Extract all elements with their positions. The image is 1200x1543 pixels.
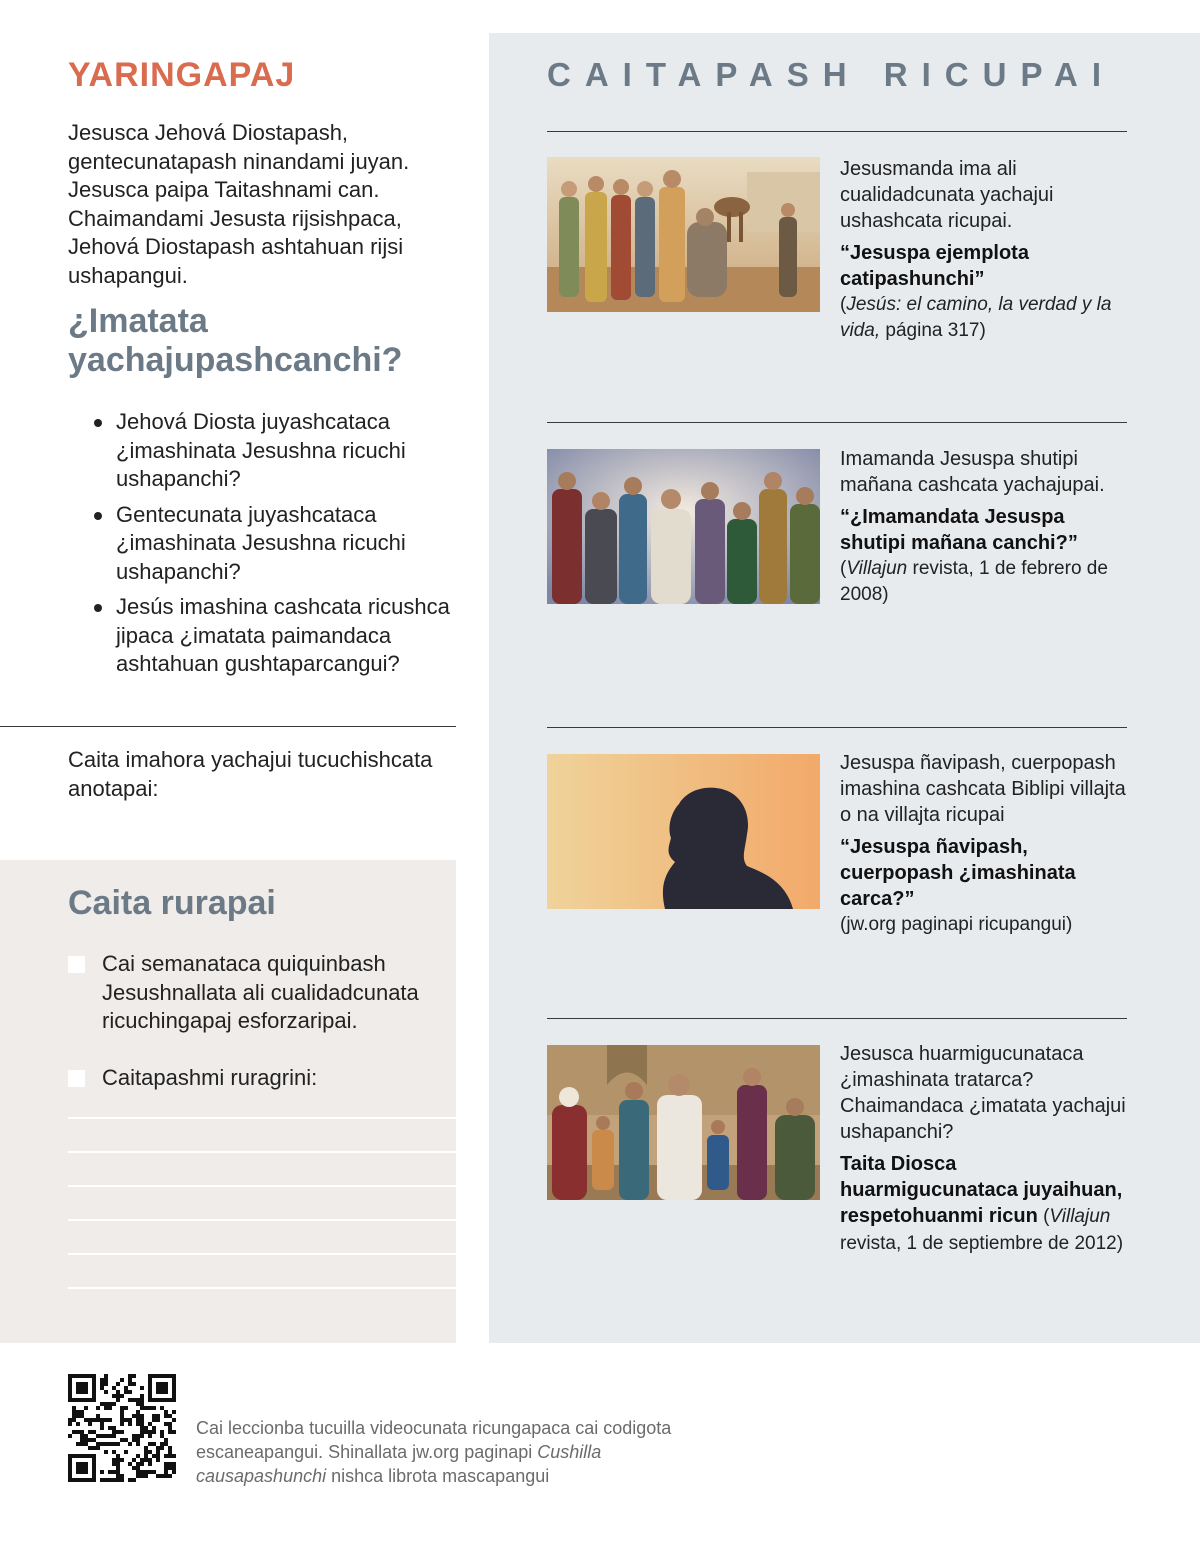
write-in-line[interactable]: [68, 1219, 456, 1221]
reading-link-title[interactable]: Taita Diosca huarmigucunataca juyaihuan, respetohuanmi ricun: [840, 1153, 1123, 1227]
list-item: Gentecunata juyashcataca ¿imashinata Jesushna ricuchi ushapanchi?: [94, 501, 454, 587]
list-item: Jesús imashina cashcata ricushca jipaca ¿imatata paimandaca ashtahuan gushtaparcangui?: [94, 593, 454, 679]
divider: [547, 1018, 1127, 1019]
reading-description: Jesusca huarmigucunataca ¿imashinata tratarca? Chaimandaca ¿imatata yachajui ushapanchi?: [840, 1043, 1126, 1143]
bullet-icon: [94, 604, 102, 612]
review-questions-list: [94, 408, 454, 686]
reading-link-title[interactable]: “Jesuspa ejemplota catipashunchi”: [840, 242, 1029, 290]
reading-link-title[interactable]: “Jesuspa ñavipash, cuerpopash ¿imashinata carca?”: [840, 836, 1076, 910]
write-in-line[interactable]: [68, 1185, 456, 1187]
reading-link-title[interactable]: “¿Imamandata Jesuspa shutipi mañana canchi?”: [840, 506, 1078, 554]
reading-source: (jw.org paginapi ricupangui): [840, 914, 1073, 935]
write-in-line[interactable]: [68, 1151, 456, 1153]
jesus-with-crowd-image[interactable]: [547, 157, 820, 312]
review-questions-heading: ¿Imatata yachajupashcanchi?: [68, 302, 403, 379]
reading-item-2: [840, 446, 1130, 608]
write-in-line[interactable]: [68, 1117, 456, 1119]
summary-heading: YARINGAPAJ: [68, 56, 296, 94]
further-reading-title: CAITAPASH RICUPAI: [547, 56, 1115, 93]
divider: [0, 726, 456, 727]
footer-note: Cai leccionba tucuilla videocunata ricungapaca cai codigota escaneapangui. Shinallata jw.org paginapi Cushilla causapashunchi nishca librota mascapangui: [196, 1418, 672, 1486]
reading-source: (Villajun revista, 1 de febrero de 2008): [840, 558, 1108, 605]
list-item: Jehová Diosta juyashcataca ¿imashinata Jesushna ricuchi ushapanchi?: [94, 408, 454, 494]
todo-box: [0, 860, 456, 1343]
notes-label: Caita imahora yachajui tucuchishcata anotapai:: [68, 747, 433, 801]
summary-intro: Jesusca Jehová Diostapash, gentecunatapash ninandami juyan. Jesusca paipa Taitashnami can. Chaimandami Jesusta rijsishpaca, Jehová Diostapash ashtahuan rijsi ushapangui.: [68, 120, 410, 288]
write-in-line[interactable]: [68, 1287, 456, 1289]
divider: [547, 422, 1127, 423]
reading-description: Jesuspa ñavipash, cuerpopash imashina cashcata Biblipi villajta o na villajta ricupai: [840, 752, 1126, 826]
reading-source: (Jesús: el camino, la verdad y la vida, página 317): [840, 294, 1112, 341]
reading-title-with-source: [840, 1151, 1130, 1257]
bullet-icon: [94, 419, 102, 427]
qr-code-icon[interactable]: [68, 1374, 176, 1482]
reading-item-1: [840, 156, 1130, 344]
todo-heading: Caita rurapai: [68, 884, 276, 922]
write-in-line[interactable]: [68, 1253, 456, 1255]
reading-item-3: [840, 750, 1130, 938]
reading-source: (Villajun revista, 1 de septiembre de 2012): [840, 1206, 1124, 1254]
checkbox-icon[interactable]: [68, 1070, 85, 1087]
jesus-with-women-image[interactable]: [547, 1045, 820, 1200]
divider: [547, 131, 1127, 132]
todo-item: Cai semanataca quiquinbash Jesushnallata ali cualidadcunata ricuchingapaj esforzaripai.: [68, 950, 448, 1036]
divider: [547, 727, 1127, 728]
jesus-with-disciples-image[interactable]: [547, 449, 820, 604]
todo-item: Caitapashmi ruragrini:: [68, 1064, 448, 1093]
reading-item-4: [840, 1041, 1130, 1257]
reading-description: Jesusmanda ima ali cualidadcunata yachajui ushashcata ricupai.: [840, 158, 1054, 232]
checkbox-icon[interactable]: [68, 956, 85, 973]
bullet-icon: [94, 512, 102, 520]
jesus-silhouette-image[interactable]: [547, 754, 820, 909]
reading-description: Imamanda Jesuspa shutipi mañana cashcata yachajupai.: [840, 448, 1105, 496]
